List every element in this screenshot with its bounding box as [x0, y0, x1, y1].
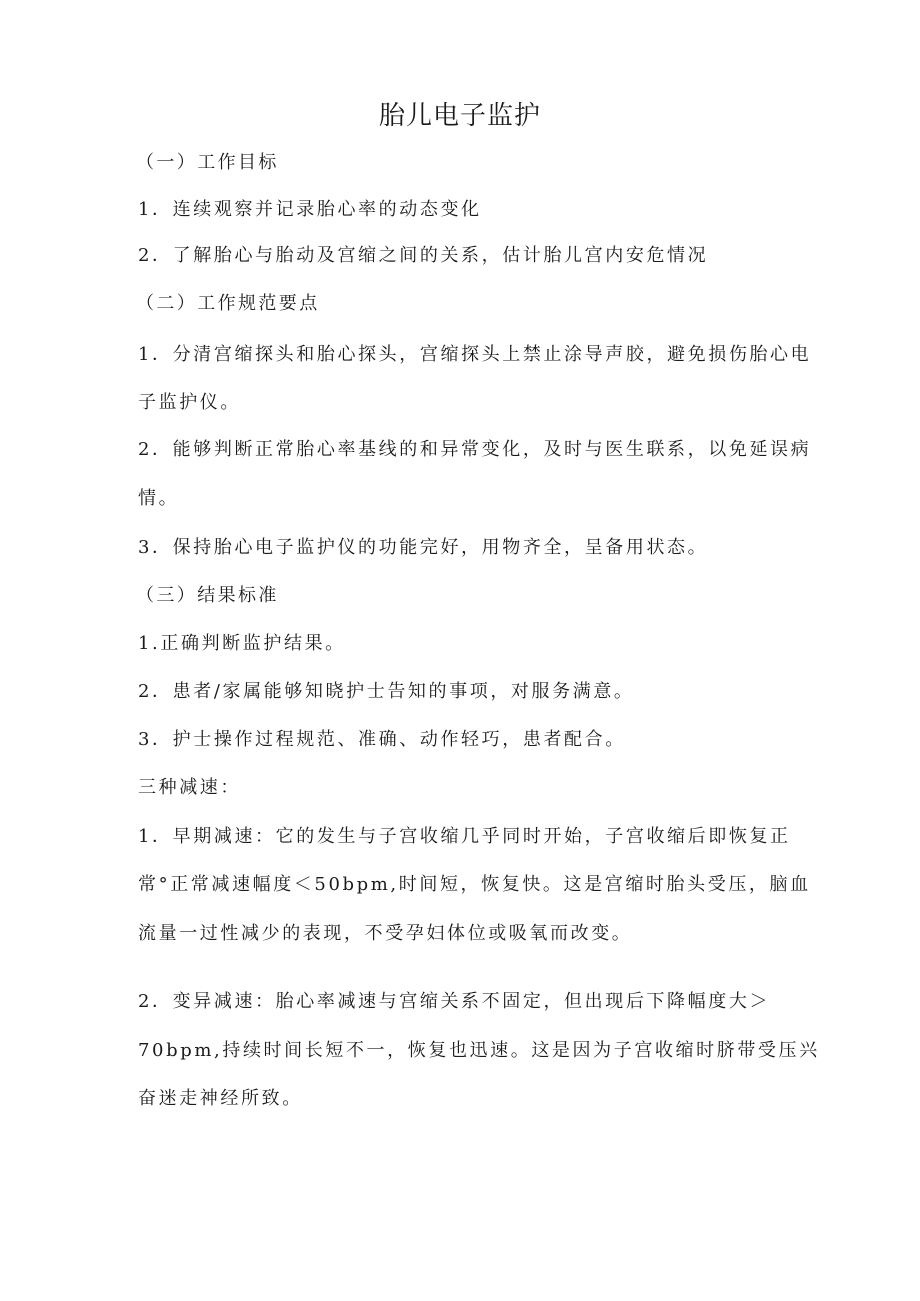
paragraph-line: 常°正常减速幅度＜50bpm,时间短，恢复快。这是宫缩时胎头受压，脑血: [138, 874, 811, 895]
paragraph-line: 2．了解胎心与胎动及宫缩之间的关系，估计胎儿宫内安危情况: [138, 245, 709, 266]
paragraph-line: 3．保持胎心电子监护仪的功能完好，用物齐全，呈备用状态。: [138, 537, 709, 558]
paragraph-line: 1．早期减速：它的发生与子宫收缩几乎同时开始，子宫收缩后即恢复正: [138, 826, 791, 847]
section-heading-decelerations: 三种减速：: [138, 777, 241, 798]
paragraph-line: 1.正确判断监护结果。: [138, 633, 346, 654]
document-title: 胎儿电子监护: [378, 101, 541, 131]
paragraph-line: 2．能够判断正常胎心率基线的和异常变化，及时与医生联系，以免延误病: [138, 439, 812, 460]
section-heading-work-norms: （二）工作规范要点: [136, 293, 320, 314]
paragraph-line: 奋迷走神经所致。: [138, 1088, 303, 1109]
paragraph-line: 2．变异减速：胎心率减速与宫缩关系不固定，但出现后下降幅度大＞: [138, 991, 771, 1012]
paragraph-line: 3．护士操作过程规范、准确、动作轻巧，患者配合。: [138, 729, 626, 750]
paragraph-line: 流量一过性减少的表现，不受孕妇体位或吸氧而改变。: [138, 923, 633, 944]
paragraph-line: 1．分清宫缩探头和胎心探头，宫缩探头上禁止涂导声胶，避免损伤胎心电: [138, 344, 812, 365]
paragraph-line: 2．患者/家属能够知晓护士告知的事项，对服务满意。: [138, 681, 635, 702]
paragraph-line: 情。: [138, 488, 180, 509]
section-heading-work-goals: （一）工作目标: [136, 152, 279, 173]
section-heading-result-standards: （三）结果标准: [136, 585, 279, 606]
paragraph-line: 1．连续观察并记录胎心率的动态变化: [138, 199, 482, 220]
paragraph-line: 子监护仪。: [138, 392, 241, 413]
paragraph-line: 70bpm,持续时间长短不一，恢复也迅速。这是因为子宫收缩时脐带受压兴: [138, 1040, 820, 1061]
